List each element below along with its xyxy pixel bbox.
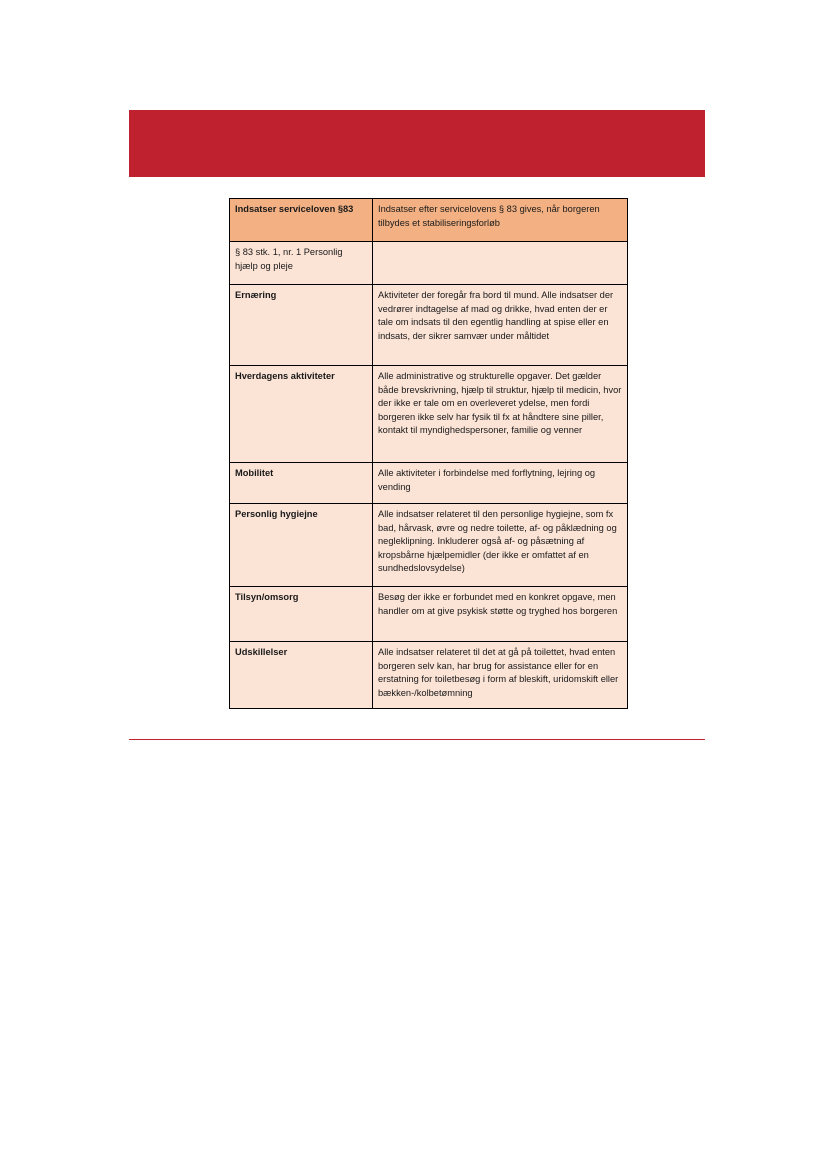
table-row xyxy=(230,642,628,709)
row-description: Alle indsatser relateret til det at gå på toilettet, hvad enten borgeren selv kan, har brug for assistance eller for en erstatning for toiletbesøg i form af bleskift, uridomskift eller bækken-/kolbetømning xyxy=(373,642,628,709)
services-table-container xyxy=(229,198,627,709)
table-row xyxy=(230,463,628,504)
row-description xyxy=(373,242,628,285)
header-banner xyxy=(129,110,705,177)
row-description: Alle administrative og strukturelle opgaver. Det gælder både brevskrivning, hjælp til struktur, hjælp til medicin, hvor der ikke er tale om en overleveret ydelse, men fordi borgeren ikke selv har fysik til fx at håndtere sine piller, kontakt til myndighedspersoner, familie og venner xyxy=(373,366,628,463)
row-description: Besøg der ikke er forbundet med en konkret opgave, men handler om at give psykisk støtte og tryghed hos borgeren xyxy=(373,587,628,642)
row-label: Tilsyn/omsorg xyxy=(230,587,373,642)
row-label: Udskillelser xyxy=(230,642,373,709)
row-label: § 83 stk. 1, nr. 1 Personlig hjælp og pleje xyxy=(230,242,373,285)
header-cell-description: Indsatser efter servicelovens § 83 gives, når borgeren tilbydes et stabiliseringsforløb xyxy=(373,199,628,242)
header-cell-category: Indsatser serviceloven §83 xyxy=(230,199,373,242)
table-header-row xyxy=(230,199,628,242)
row-label: Personlig hygiejne xyxy=(230,504,373,587)
table-row xyxy=(230,285,628,366)
row-description: Alle indsatser relateret til den personlige hygiejne, som fx bad, hårvask, øvre og nedre toilette, af- og påklædning og negleklipning. Inkluderer også af- og påsætning af kropsbårne hjælpemidler (der ikke er omfattet af en sundhedslovsydelse) xyxy=(373,504,628,587)
row-label: Mobilitet xyxy=(230,463,373,504)
row-description: Alle aktiviteter i forbindelse med forflytning, lejring og vending xyxy=(373,463,628,504)
row-label: Ernæring xyxy=(230,285,373,366)
row-label: Hverdagens aktiviteter xyxy=(230,366,373,463)
table-row xyxy=(230,242,628,285)
footer-divider xyxy=(129,739,705,740)
table-row xyxy=(230,366,628,463)
services-table xyxy=(229,198,628,709)
table-row xyxy=(230,504,628,587)
row-description: Aktiviteter der foregår fra bord til mund. Alle indsatser der vedrører indtagelse af mad og drikke, hvad enten der er tale om indsats til den egentlig handling at spise eller en indsats, der sikrer samvær under måltidet xyxy=(373,285,628,366)
table-row xyxy=(230,587,628,642)
